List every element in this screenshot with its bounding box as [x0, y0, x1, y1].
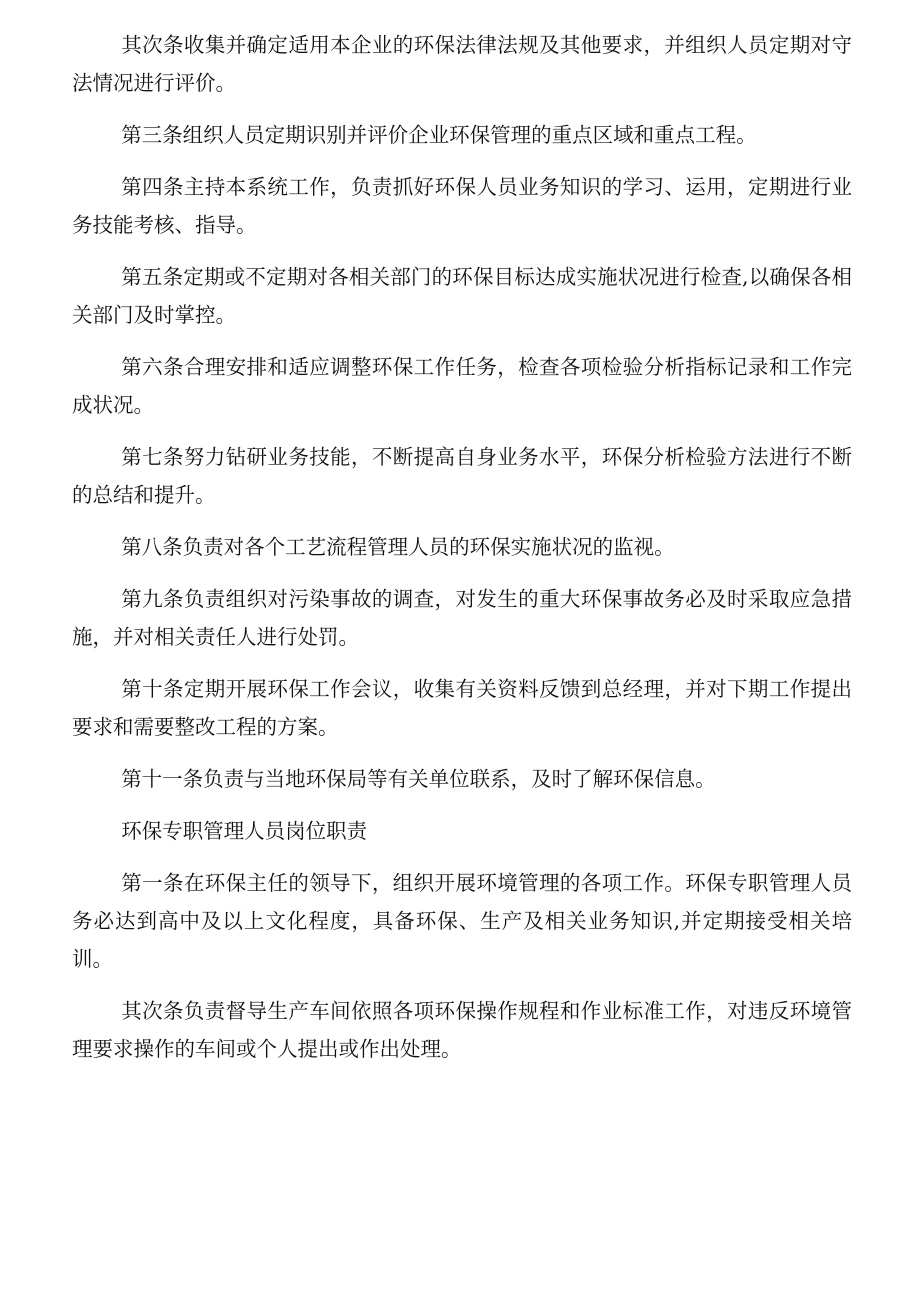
- paragraph-rule-2: 其次条收集并确定适用本企业的环保法律法规及其他要求，并组织人员定期对守法情况进行评价。: [72, 33, 852, 95]
- section-heading: 环保专职管理人员岗位职责: [121, 819, 368, 843]
- paragraph-rule-4: 第四条主持本系统工作，负责抓好环保人员业务知识的学习、运用，定期进行业务技能考核、指导。: [72, 175, 852, 237]
- paragraph-rule-7: 第七条努力钻研业务技能，不断提高自身业务水平，环保分析检验方法进行不断的总结和提升。: [72, 445, 852, 507]
- paragraph-duty-2: 其次条负责督导生产车间依照各项环保操作规程和作业标准工作，对违反环境管理要求操作的车间或个人提出或作出处理。: [72, 999, 852, 1061]
- paragraph-duty-1: 第一条在环保主任的领导下，组织开展环境管理的各项工作。环保专职管理人员务必达到高中及以上文化程度，具备环保、生产及相关业务知识,并定期接受相关培训。: [72, 871, 852, 971]
- paragraph-rule-10: 第十条定期开展环保工作会议，收集有关资料反馈到总经理，并对下期工作提出要求和需要整改工程的方案。: [72, 677, 852, 739]
- paragraph-rule-9: 第九条负责组织对污染事故的调查，对发生的重大环保事故务必及时采取应急措施，并对相关责任人进行处罚。: [72, 587, 852, 649]
- document-page: [72, 26, 852, 1082]
- paragraph-rule-5: 第五条定期或不定期对各相关部门的环保目标达成实施状况进行检查,以确保各相关部门及时掌控。: [72, 265, 852, 327]
- paragraph-rule-6: 第六条合理安排和适应调整环保工作任务，检查各项检验分析指标记录和工作完成状况。: [72, 355, 852, 417]
- paragraph-rule-11: 第十一条负责与当地环保局等有关单位联系，及时了解环保信息。: [121, 767, 716, 791]
- paragraph-rule-3: 第三条组织人员定期识别并评价企业环保管理的重点区域和重点工程。: [121, 123, 757, 147]
- paragraph-rule-8: 第八条负责对各个工艺流程管理人员的环保实施状况的监视。: [121, 535, 675, 559]
